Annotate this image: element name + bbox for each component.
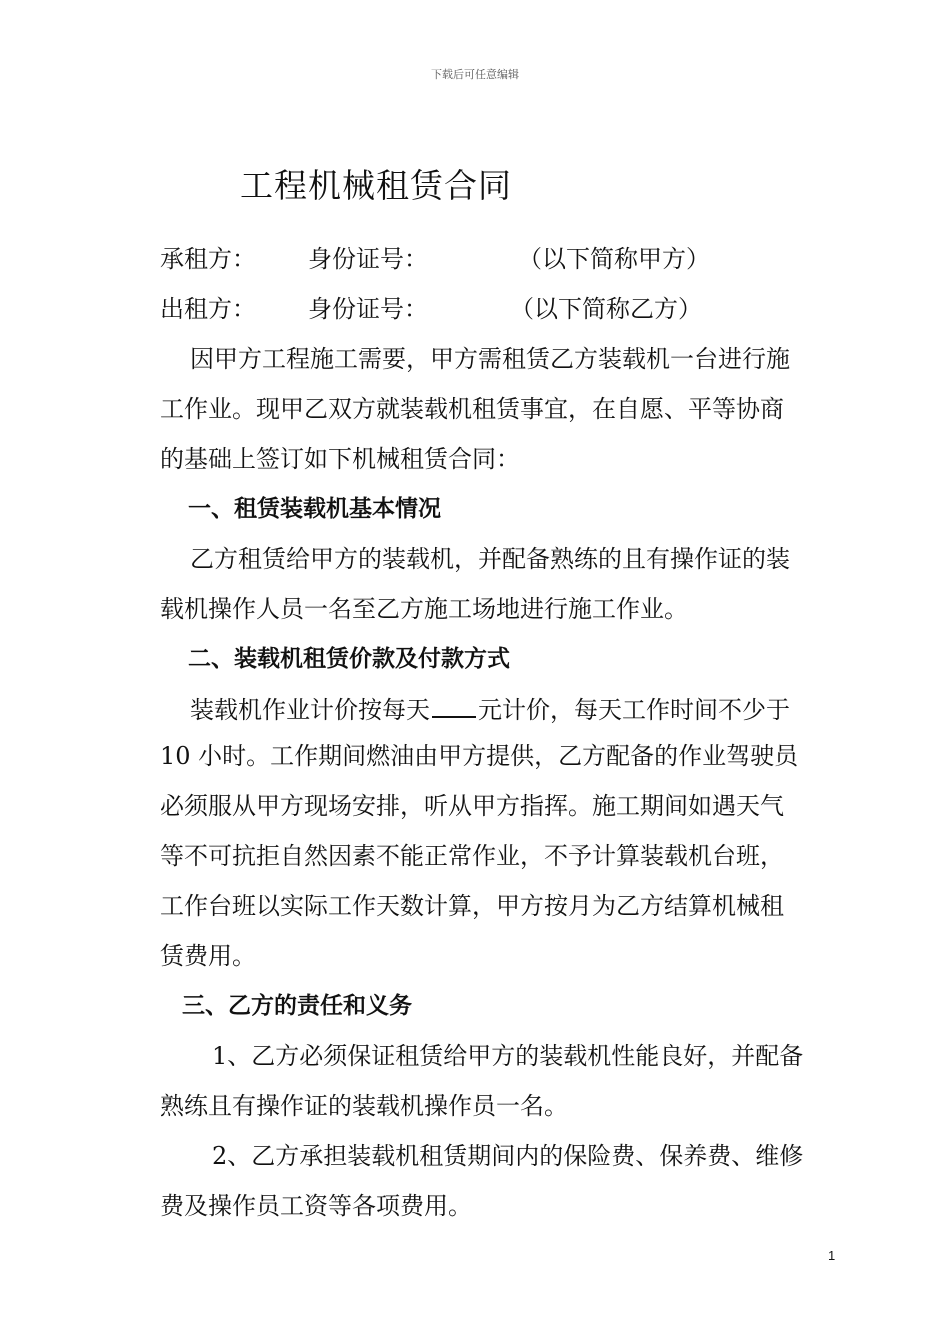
lessor-id-label: 身份证号：: [308, 295, 428, 323]
paragraph-line: 熟练且有操作证的装载机操作员一名。: [160, 1092, 568, 1120]
paragraph-line: 2、乙方承担装载机租赁期间内的保险费、保养费、维修: [212, 1142, 804, 1170]
price-text-after: 元计价，每天工作时间不少于: [478, 696, 790, 724]
lessee-label: 承租方：: [160, 245, 256, 273]
lessee-id-label: 身份证号：: [308, 245, 428, 273]
intro-line: 因甲方工程施工需要，甲方需租赁乙方装载机一台进行施: [190, 345, 790, 373]
price-blank-field[interactable]: [432, 694, 476, 718]
document-title: 工程机械租赁合同: [240, 166, 512, 205]
section-heading: 二、装载机租赁价款及付款方式: [188, 646, 510, 672]
paragraph-line: 必须服从甲方现场安排，听从甲方指挥。施工期间如遇天气: [160, 792, 784, 820]
price-text-before: 装载机作业计价按每天: [190, 696, 430, 724]
lessor-label: 出租方：: [160, 295, 256, 323]
page-number: 1: [828, 1248, 836, 1263]
page-header: 下载后可任意编辑: [431, 68, 519, 81]
section-heading: 一、租赁装载机基本情况: [188, 496, 441, 522]
paragraph-line: 赁费用。: [160, 942, 256, 970]
intro-line: 的基础上签订如下机械租赁合同：: [160, 445, 520, 473]
intro-line: 工作业。现甲乙双方就装载机租赁事宜，在自愿、平等协商: [160, 395, 784, 423]
lessee-alias: （以下简称甲方）: [518, 245, 710, 273]
price-line: [190, 694, 790, 722]
paragraph-line: 1、乙方必须保证租赁给甲方的装载机性能良好，并配备: [212, 1042, 804, 1070]
paragraph-line: 10 小时。工作期间燃油由甲方提供，乙方配备的作业驾驶员: [160, 742, 799, 770]
lessor-alias: （以下简称乙方）: [510, 295, 702, 323]
paragraph-line: 工作台班以实际工作天数计算，甲方按月为乙方结算机械租: [160, 892, 784, 920]
paragraph-line: 费及操作员工资等各项费用。: [160, 1192, 472, 1220]
paragraph-line: 载机操作人员一名至乙方施工场地进行施工作业。: [160, 595, 688, 623]
section-heading: 三、乙方的责任和义务: [182, 993, 412, 1019]
paragraph-line: 等不可抗拒自然因素不能正常作业，不予计算装载机台班，: [160, 842, 784, 870]
paragraph-line: 乙方租赁给甲方的装载机，并配备熟练的且有操作证的装: [190, 545, 790, 573]
